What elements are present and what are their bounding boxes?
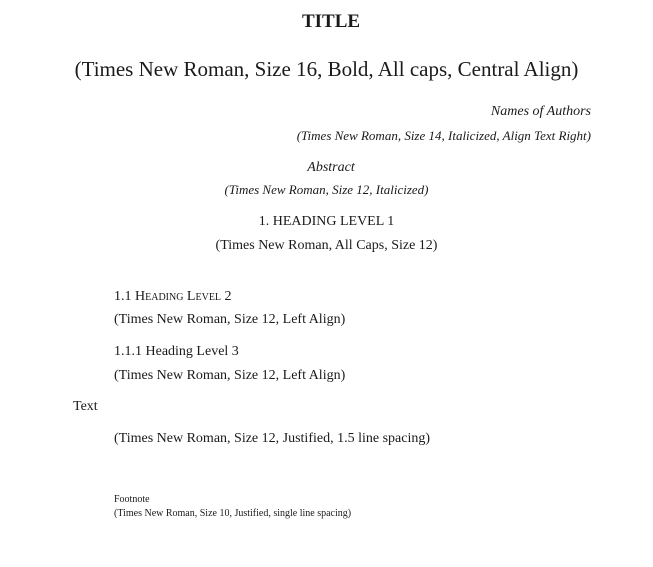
heading-level-1: 1. HEADING LEVEL 1 <box>258 214 395 229</box>
heading-level-1-format-note: (Times New Roman, All Caps, Size 12) <box>215 238 438 253</box>
heading-level-3: 1.1.1 Heading Level 3 <box>114 344 239 359</box>
heading-level-3-format-note: (Times New Roman, Size 12, Left Align) <box>114 368 346 383</box>
heading-level-2-number: 1.1 <box>114 289 132 304</box>
title-format-note: (Times New Roman, Size 16, Bold, All caps, Central Align) <box>74 57 579 81</box>
heading-level-2-text: Heading Level 2 <box>135 289 232 304</box>
heading-level-2-format-note: (Times New Roman, Size 12, Left Align) <box>114 312 346 327</box>
body-text-label: Text <box>73 399 98 414</box>
authors-line: Names of Authors <box>490 104 591 119</box>
document-title: TITLE <box>301 11 361 32</box>
abstract-format-note: (Times New Roman, Size 12, Italicized) <box>224 182 429 197</box>
authors-format-note: (Times New Roman, Size 14, Italicized, Align Text Right) <box>296 128 591 143</box>
heading-level-2 <box>114 290 232 304</box>
body-text-format-note: (Times New Roman, Size 12, Justified, 1.5 line spacing) <box>114 431 431 446</box>
footnote-label: Footnote <box>114 494 150 505</box>
abstract-heading: Abstract <box>307 160 355 175</box>
footnote-format-note: (Times New Roman, Size 10, Justified, single line spacing) <box>114 508 352 519</box>
